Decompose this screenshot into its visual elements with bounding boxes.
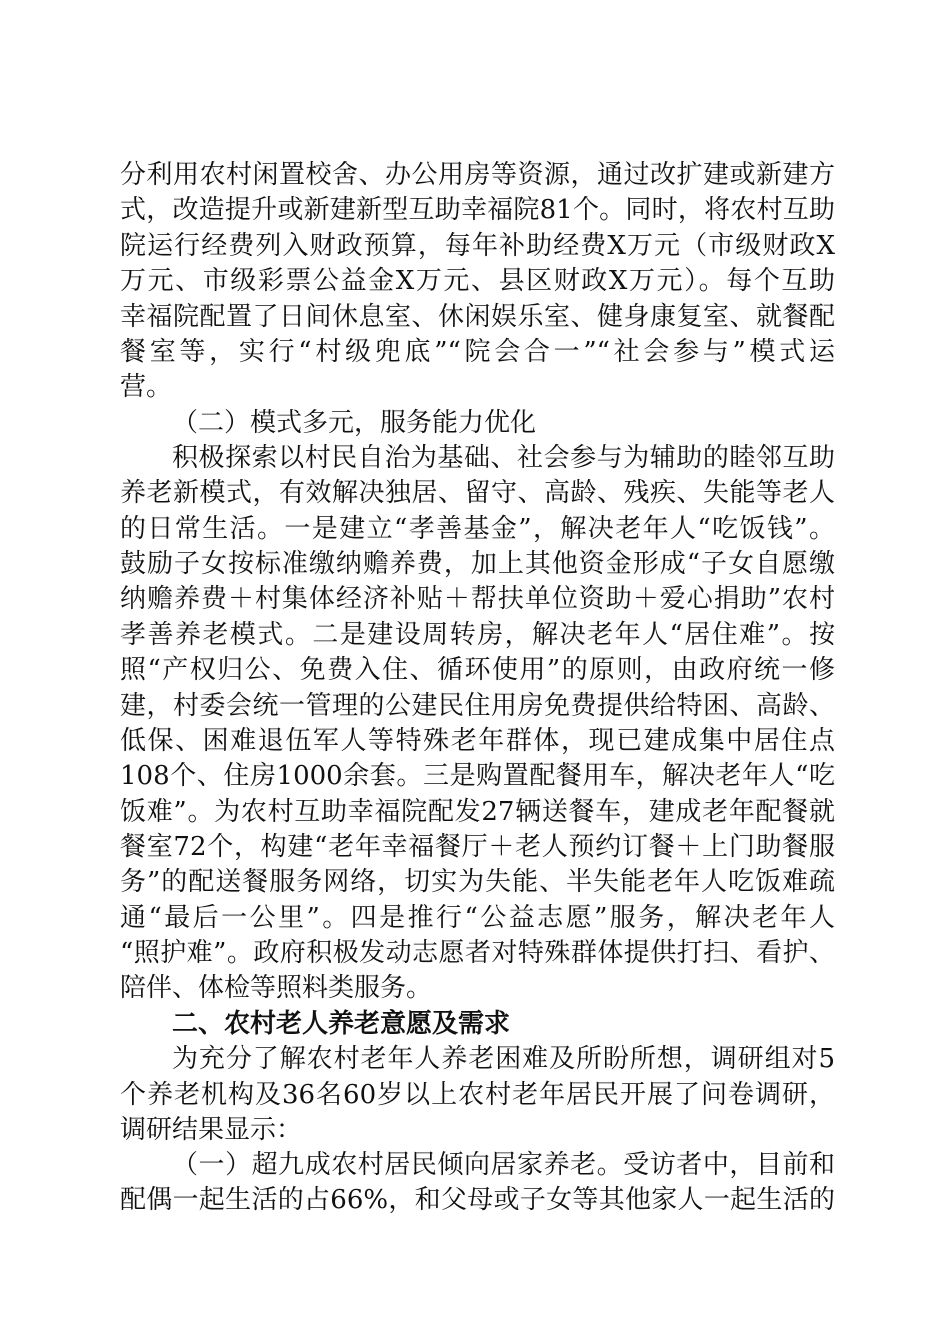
text-line: 式，改造提升或新建新型互助幸福院81个。同时，将农村互助 [120, 195, 835, 225]
text-line: 照“产权归公、免费入住、循环使用”的原则，由政府统一修 [120, 655, 835, 685]
text-line: 餐室等，实行“村级兜底”“院会合一”“社会参与”模式运 [120, 337, 835, 367]
text-line: 配偶一起生活的占66%，和父母或子女等其他家人一起生活的 [120, 1185, 835, 1215]
text-line: （一）超九成农村居民倾向居家养老。受访者中，目前和 [172, 1150, 835, 1180]
text-line: 低保、困难退伍军人等特殊老年群体，现已建成集中居住点 [120, 726, 835, 756]
text-line: 万元、市级彩票公益金X万元、县区财政X万元）。每个互助 [120, 266, 835, 296]
text-line: 通“最后一公里”。四是推行“公益志愿”服务，解决老年人 [120, 903, 835, 933]
text-line: 建，村委会统一管理的公建民住用房免费提供给特困、高龄、 [120, 691, 835, 721]
text-line: 108个、住房1000余套。三是购置配餐用车，解决老年人“吃 [120, 761, 835, 791]
text-line: 饭难”。为农村互助幸福院配发27辆送餐车，建成老年配餐就 [120, 797, 835, 827]
section-heading: （二）模式多元，服务能力优化 [172, 408, 537, 438]
text-line: 院运行经费列入财政预算，每年补助经费X万元（市级财政X [120, 231, 835, 261]
text-line: 鼓励子女按标准缴纳赡养费，加上其他资金形成“子女自愿缴 [120, 549, 835, 579]
text-line: 孝善养老模式。二是建设周转房，解决老年人“居住难”。按 [120, 620, 835, 650]
text-line: 陪伴、体检等照料类服务。 [120, 973, 433, 1003]
text-line: 营。 [120, 372, 173, 402]
text-line: 餐室72个，构建“老年幸福餐厅＋老人预约订餐＋上门助餐服 [120, 832, 835, 862]
text-line: 积极探索以村民自治为基础、社会参与为辅助的睦邻互助 [172, 443, 835, 473]
text-line: “照护难”。政府积极发动志愿者对特殊群体提供打扫、看护、 [120, 938, 835, 968]
text-line: 为充分了解农村老年人养老困难及所盼所想，调研组对5 [172, 1044, 835, 1074]
text-line: 务”的配送餐服务网络，切实为失能、半失能老年人吃饭难疏 [120, 867, 835, 897]
text-line: 分利用农村闲置校舍、办公用房等资源，通过改扩建或新建方 [120, 160, 835, 190]
section-heading: 二、农村老人养老意愿及需求 [172, 1009, 511, 1039]
text-line: 调研结果显示： [120, 1115, 303, 1145]
text-line: 纳赡养费＋村集体经济补贴＋帮扶单位资助＋爱心捐助”农村 [120, 584, 835, 614]
text-line: 养老新模式，有效解决独居、留守、高龄、残疾、失能等老人 [120, 478, 835, 508]
text-line: 的日常生活。一是建立“孝善基金”，解决老年人“吃饭钱”。 [120, 514, 835, 544]
text-line: 幸福院配置了日间休息室、休闲娱乐室、健身康复室、就餐配 [120, 302, 835, 332]
text-line: 个养老机构及36名60岁以上农村老年居民开展了问卷调研， [120, 1080, 835, 1110]
